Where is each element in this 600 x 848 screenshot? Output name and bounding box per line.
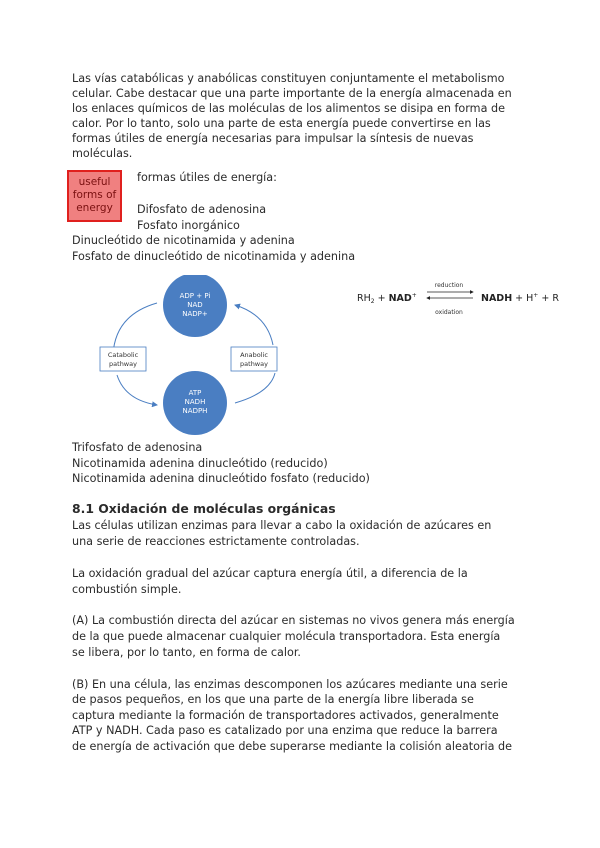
text-line: celular. Cabe destacar que una parte importante de la energía almacenada en [72, 87, 512, 100]
text-line: Las vías catabólicas y anabólicas constituyen conjuntamente el metabolismo [72, 72, 505, 85]
box-line: energy [76, 202, 113, 214]
circle-label: NAD [187, 301, 203, 309]
text-line: (B) En una célula, las enzimas descomponen los azúcares mediante una serie [72, 678, 508, 691]
eq-term: + R [538, 293, 559, 304]
useful-item: Difosfato de adenosina [137, 203, 267, 216]
text-line: de la que puede almacenar cualquier molécula transportadora. Esta energía [72, 630, 501, 643]
text-line: los enlaces químicos de las moléculas de los alimentos se disipa en forma de [72, 102, 505, 115]
redox-equation [357, 278, 567, 320]
section-title: 8.1 Oxidación de moléculas orgánicas [72, 501, 336, 516]
arrow [235, 305, 273, 345]
circle-label: NADP+ [182, 310, 208, 318]
eq-term: RH [357, 293, 371, 304]
circle-label: ADP + Pi [179, 292, 211, 300]
text-line: moléculas. [72, 147, 133, 160]
text-line: captura mediante la formación de transportadores activados, generalmente [72, 709, 499, 722]
product-item: Trifosfato de adenosina [72, 441, 203, 454]
useful-heading: formas útiles de energía: [137, 171, 277, 184]
product-item: Nicotinamida adenina dinucleótido fosfato (reducido) [72, 472, 370, 485]
text-line: Las células utilizan enzimas para llevar a cabo la oxidación de azúcares en [72, 519, 492, 532]
useful-item: Fosfato de dinucleótido de nicotinamida y adenina [72, 250, 356, 263]
pathway-label: Anabolic [240, 351, 268, 359]
eq-sup: + [411, 292, 417, 299]
eq-plus: + [374, 293, 389, 304]
eq-term: + H [512, 293, 534, 304]
arrow [117, 375, 157, 405]
text-line: una serie de reacciones estrictamente controladas. [72, 535, 360, 548]
eq-term: NADH [481, 293, 513, 304]
text-line: calor. Por lo tanto, solo una parte de esta energía puede convertirse en las [72, 117, 491, 130]
product-item: Nicotinamida adenina dinucleótido (reducido) [72, 457, 328, 470]
text-line: de pasos pequeños, en los que una parte de la energía libre liberada se [72, 693, 474, 706]
text-line: combustión simple. [72, 583, 182, 596]
circle-label: NADH [184, 398, 206, 406]
svg-text:NADH + H+ + R [481, 292, 559, 304]
pathway-label: pathway [240, 360, 268, 368]
svg-text:RH2 + NAD+ [357, 292, 417, 305]
eq-oxidation-label: oxidation [435, 309, 463, 316]
text-line: se libera, por lo tanto, en forma de calor. [72, 646, 301, 659]
metabolism-cycle-diagram [95, 275, 305, 435]
useful-item: Fosfato inorgánico [137, 219, 240, 232]
text-line: ATP y NADH. Cada paso es catalizado por una enzima que reduce la barrera [72, 724, 498, 737]
eq-reduction-label: reduction [434, 282, 464, 289]
eq-term: NAD [388, 293, 412, 304]
eq-sub: 2 [370, 298, 375, 305]
text-line: formas útiles de energía necesarias para impulsar la síntesis de nuevas [72, 132, 474, 145]
useful-item: Dinucleótido de nicotinamida y adenina [72, 234, 295, 247]
arrow [235, 373, 275, 403]
box-line: useful [78, 176, 111, 188]
circle-label: NADPH [182, 407, 208, 415]
useful-forms-image [67, 170, 122, 222]
pathway-label: Catabolic [107, 351, 139, 359]
text-line: (A) La combustión directa del azúcar en sistemas no vivos genera más energía [72, 614, 515, 627]
pathway-label: pathway [109, 360, 137, 368]
circle-label: ATP [188, 389, 202, 397]
eq-sup: + [533, 292, 539, 299]
text-line: La oxidación gradual del azúcar captura energía útil, a diferencia de la [72, 567, 468, 580]
text-line: de energía de activación que debe superarse mediante la colisión aleatoria de [72, 740, 513, 753]
box-line: forms of [72, 189, 117, 201]
